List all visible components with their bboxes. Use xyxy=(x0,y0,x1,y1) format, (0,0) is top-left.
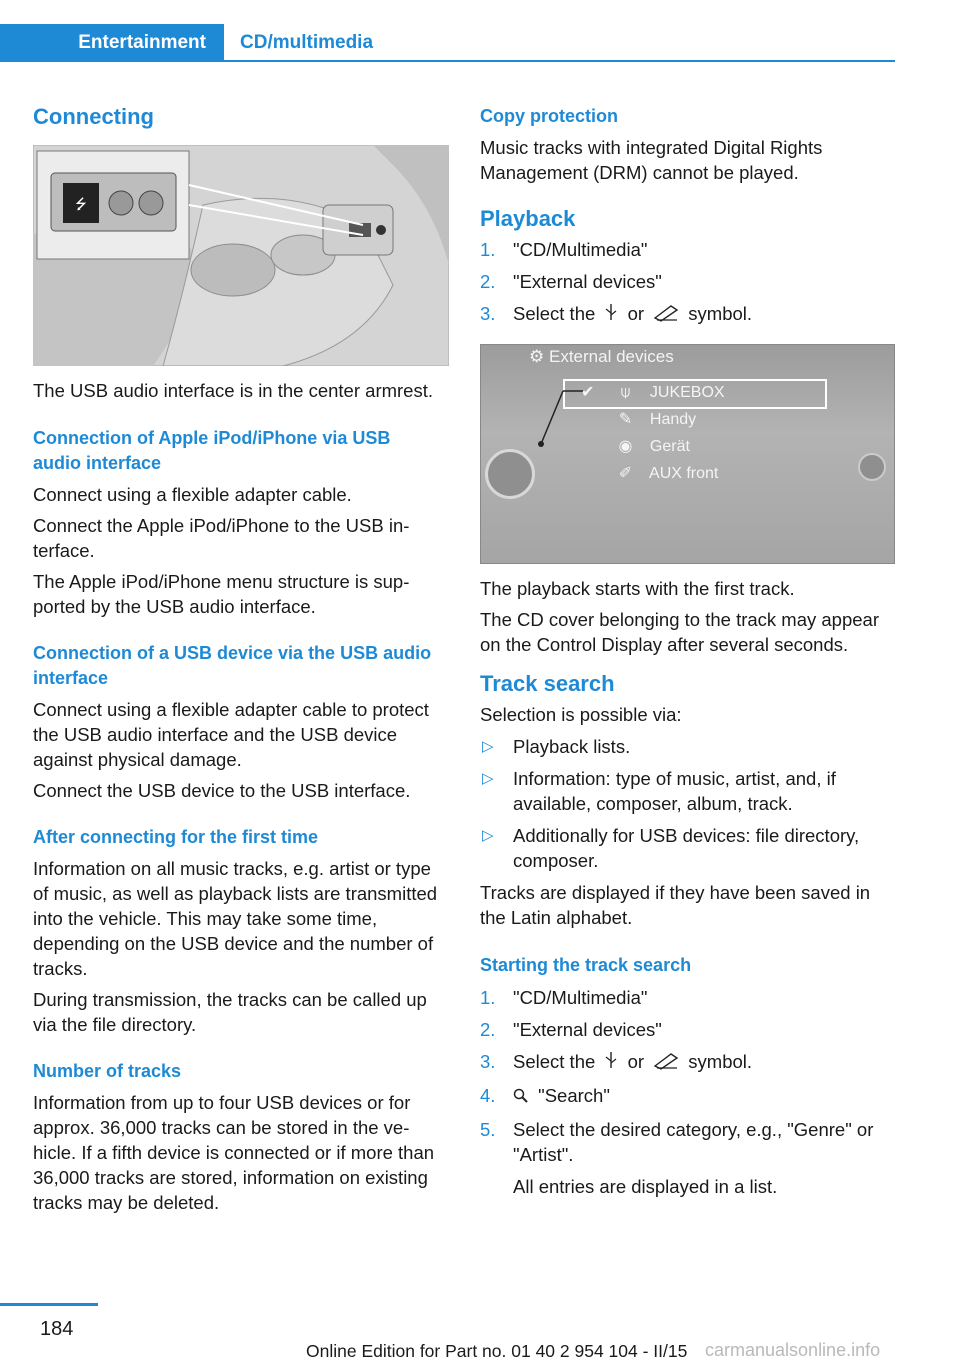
paragraph-copy: Music tracks with integrated Digital Rights Management (DRM) cannot be played. xyxy=(480,137,823,183)
search-icon xyxy=(513,1085,529,1110)
step-sub-note: All entries are displayed in a list. xyxy=(513,1175,778,1197)
list-item: 4. "Search" xyxy=(480,1083,895,1110)
paragraph-play-1: The playback starts with the first track. xyxy=(480,578,795,600)
settings-icon: ⚙ xyxy=(529,347,545,368)
paragraph-apple-1: Connect using a flexible adapter cable. xyxy=(33,484,352,505)
paragraph-search: Selection is possible via: xyxy=(480,704,682,726)
usb-icon: ⍦ xyxy=(620,382,631,402)
mobile-phone-icon: ✎ xyxy=(618,409,633,429)
paragraph-first-1: Information on all music tracks, e.g. artist or type of music, as well as playback lists are transmitted into the vehicle. This may take some time, depending on the USB device and the number of tracks. xyxy=(33,858,438,979)
list-item: ▷ Information: type of music, artist, and, if available, composer, album, track. xyxy=(482,768,836,815)
section-title-track-search: Track search xyxy=(480,671,615,697)
aux-plug-icon: ✐ xyxy=(618,463,633,483)
heading-starting-search: Starting the track search xyxy=(480,955,692,976)
screen-item-handy[interactable]: ✎ Handy xyxy=(581,406,725,433)
screen-title: External devices xyxy=(548,347,674,367)
device-icon: ◉ xyxy=(618,436,633,456)
list-item: 3. Select the or symbol. xyxy=(480,301,895,328)
list-item: ▷ Playback lists. xyxy=(482,736,631,758)
screen-item-aux-front[interactable]: ✐ AUX front xyxy=(581,460,725,487)
list-item: 2. "External devices" xyxy=(480,271,662,292)
heading-copy-protection: Copy protection xyxy=(480,106,618,126)
paragraph-number: Information from up to four USB devices or for approx. 36,000 tracks can be stored in the vehicle. If a fifth device is connected or if more than 36,000 tracks are stored, information on existing tracks may be deleted. xyxy=(33,1092,435,1213)
paragraph-play-2: The CD cover belonging to the track may appear on the Control Display after several seconds. xyxy=(480,609,879,656)
tab-entertainment[interactable]: Entertainment xyxy=(0,24,224,62)
list-item: ▷ Additionally for USB devices: file directory, composer. xyxy=(482,825,860,872)
tab-cd-multimedia[interactable]: CD/multimedia xyxy=(240,32,374,53)
screen-item-geraet[interactable]: ◉ Gerät xyxy=(581,433,725,460)
paragraph-apple-3: The Apple iPod/iPhone menu structure is supported by the USB audio interface. xyxy=(33,571,410,617)
right-column xyxy=(480,104,895,1199)
list-item: 1. "CD/Multimedia" xyxy=(480,987,648,1009)
paragraph-first-2: During transmission, the tracks can be called up via the file directory. xyxy=(33,989,427,1035)
edition-footer: Online Edition for Part no. 01 40 2 954 104 - II/15 xyxy=(306,1341,688,1361)
usb-icon xyxy=(604,1050,618,1076)
usb-icon xyxy=(604,302,618,328)
watermark: carmanualsonline.info xyxy=(705,1340,881,1360)
paragraph-usb-1: Connect using a flexible adapter cable to protect the USB audio interface and the USB device against physical damage. xyxy=(33,699,429,770)
heading-first-time: After connecting for the first time xyxy=(33,827,319,847)
svg-text:⭍: ⭍ xyxy=(75,197,87,213)
control-display-screenshot xyxy=(480,344,895,564)
section-title-playback: Playback xyxy=(480,206,576,231)
chapter-tabbar xyxy=(0,24,895,62)
bullet-triangle-icon: ▷ xyxy=(482,827,494,845)
paragraph-latin: Tracks are displayed if they have been saved in the Latin alphabet. xyxy=(480,882,871,929)
page-number-bar xyxy=(0,1303,98,1306)
page-number: 184 xyxy=(40,1318,74,1340)
heading-apple: Connection of Apple iPod/iPhone via USB audio interface xyxy=(33,428,391,473)
center-armrest-photo xyxy=(33,145,449,366)
bullet-triangle-icon: ▷ xyxy=(482,738,494,756)
paragraph-location: The USB audio interface is in the center armrest. xyxy=(33,380,433,401)
heading-usb: Connection of a USB device via the USB audio interface xyxy=(33,643,432,688)
paragraph-apple-2: Connect the Apple iPod/iPhone to the USB interface. xyxy=(33,515,410,561)
list-item: 2. "External devices" xyxy=(480,1019,662,1041)
right-edge-icon xyxy=(858,453,886,481)
start-steps xyxy=(480,985,895,1199)
mobile-phone-icon xyxy=(653,1051,679,1076)
section-title-connecting: Connecting xyxy=(33,104,154,129)
mobile-phone-icon xyxy=(653,303,679,328)
bullet-triangle-icon: ▷ xyxy=(482,770,494,788)
check-icon: ✔ xyxy=(581,382,595,402)
playback-steps xyxy=(480,237,895,328)
tab-underline xyxy=(224,60,895,62)
search-bullets xyxy=(480,734,895,873)
list-item: 3. Select the or symbol. xyxy=(480,1049,895,1076)
list-item: 1. "CD/Multimedia" xyxy=(480,239,648,260)
left-column xyxy=(33,104,441,1215)
heading-number-tracks: Number of tracks xyxy=(33,1061,182,1081)
screen-item-jukebox[interactable]: ✔ ⍦ JUKEBOX xyxy=(581,379,725,406)
list-item: 5. Select the desired category, e.g., "Genre" or "Artist". All entries are displayed in a list. xyxy=(480,1117,895,1199)
paragraph-usb-2: Connect the USB device to the USB interface. xyxy=(33,780,411,801)
